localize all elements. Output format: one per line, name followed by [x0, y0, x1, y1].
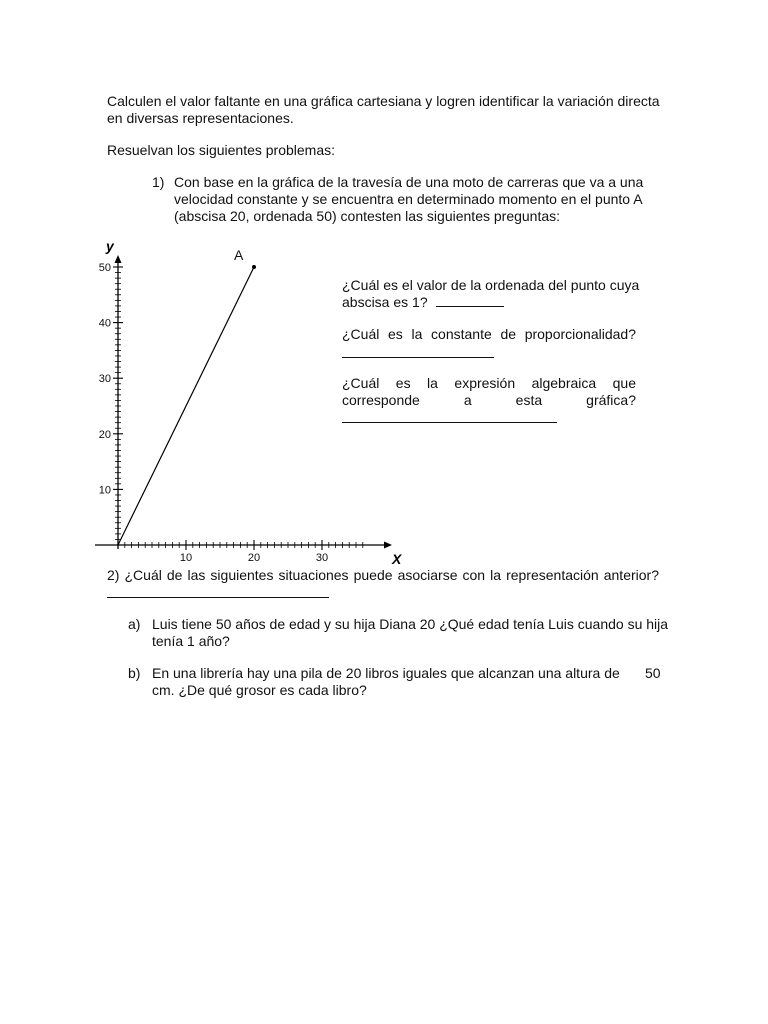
- y-axis-label: y: [106, 238, 114, 254]
- y-axis-arrow: [115, 255, 122, 263]
- point-a-marker: [252, 265, 256, 269]
- problem-2-line-1: 2) ¿Cuál de las siguientes situaciones puede asociarse con la representación anterior?: [107, 567, 659, 583]
- x-tick-label: 20: [247, 552, 261, 564]
- problem-1-line-2: velocidad constante y se encuentra en determinado momento en el punto A: [174, 191, 643, 207]
- option-a-letter: a): [128, 616, 141, 632]
- x-tick-label: 10: [179, 552, 193, 564]
- question-1-line-1: ¿Cuál es el valor de la ordenada del punto cuya: [342, 277, 640, 293]
- option-b-letter: b): [128, 665, 141, 681]
- option-a-line-2: tenía 1 año?: [152, 633, 230, 649]
- series-line: [118, 267, 254, 545]
- x-tick-label: 30: [315, 552, 329, 564]
- problem-1-line-3: (abscisa 20, ordenada 50) contesten las siguientes preguntas:: [174, 208, 561, 224]
- x-axis-arrow: [384, 542, 392, 549]
- instructions: Resuelvan los siguientes problemas:: [107, 142, 336, 158]
- y-tick-label: 10: [98, 484, 111, 497]
- question-2-line-1: ¿Cuál es la constante de proporcionalidad?: [342, 326, 636, 342]
- point-a-label: A: [234, 247, 244, 263]
- option-b-line-1: En una librería hay una pila de 20 libros iguales que alcanzan una altura de: [152, 665, 620, 681]
- intro-line-1: Calculen el valor faltante en una gráfica cartesiana y logren identificar la variación directa: [107, 93, 660, 109]
- option-b-value: 50: [645, 665, 661, 681]
- question-3-line-2: corresponde a esta gráfica?: [342, 392, 636, 408]
- option-a-line-1: Luis tiene 50 años de edad y su hija Diana 20 ¿Qué edad tenía Luis cuando su hija: [152, 616, 669, 632]
- problem-1-number: 1): [152, 174, 165, 190]
- question-3-line-1: ¿Cuál es la expresión algebraica que: [342, 375, 636, 391]
- problem-2-answer-blank[interactable]: [107, 585, 329, 598]
- problem-1-line-1: Con base en la gráfica de la travesía de una moto de carreras que va a una: [174, 174, 644, 190]
- y-tick-label: 20: [98, 428, 111, 441]
- question-1-text: abscisa es 1?: [342, 294, 428, 310]
- y-tick-label: 30: [98, 373, 111, 386]
- intro-line-2: en diversas representaciones.: [107, 110, 294, 126]
- y-tick-label: 40: [98, 317, 111, 330]
- y-tick-label: 50: [98, 262, 111, 274]
- x-axis-label: X: [392, 551, 402, 567]
- option-b-line-2: cm. ¿De qué grosor es cada libro?: [152, 682, 367, 698]
